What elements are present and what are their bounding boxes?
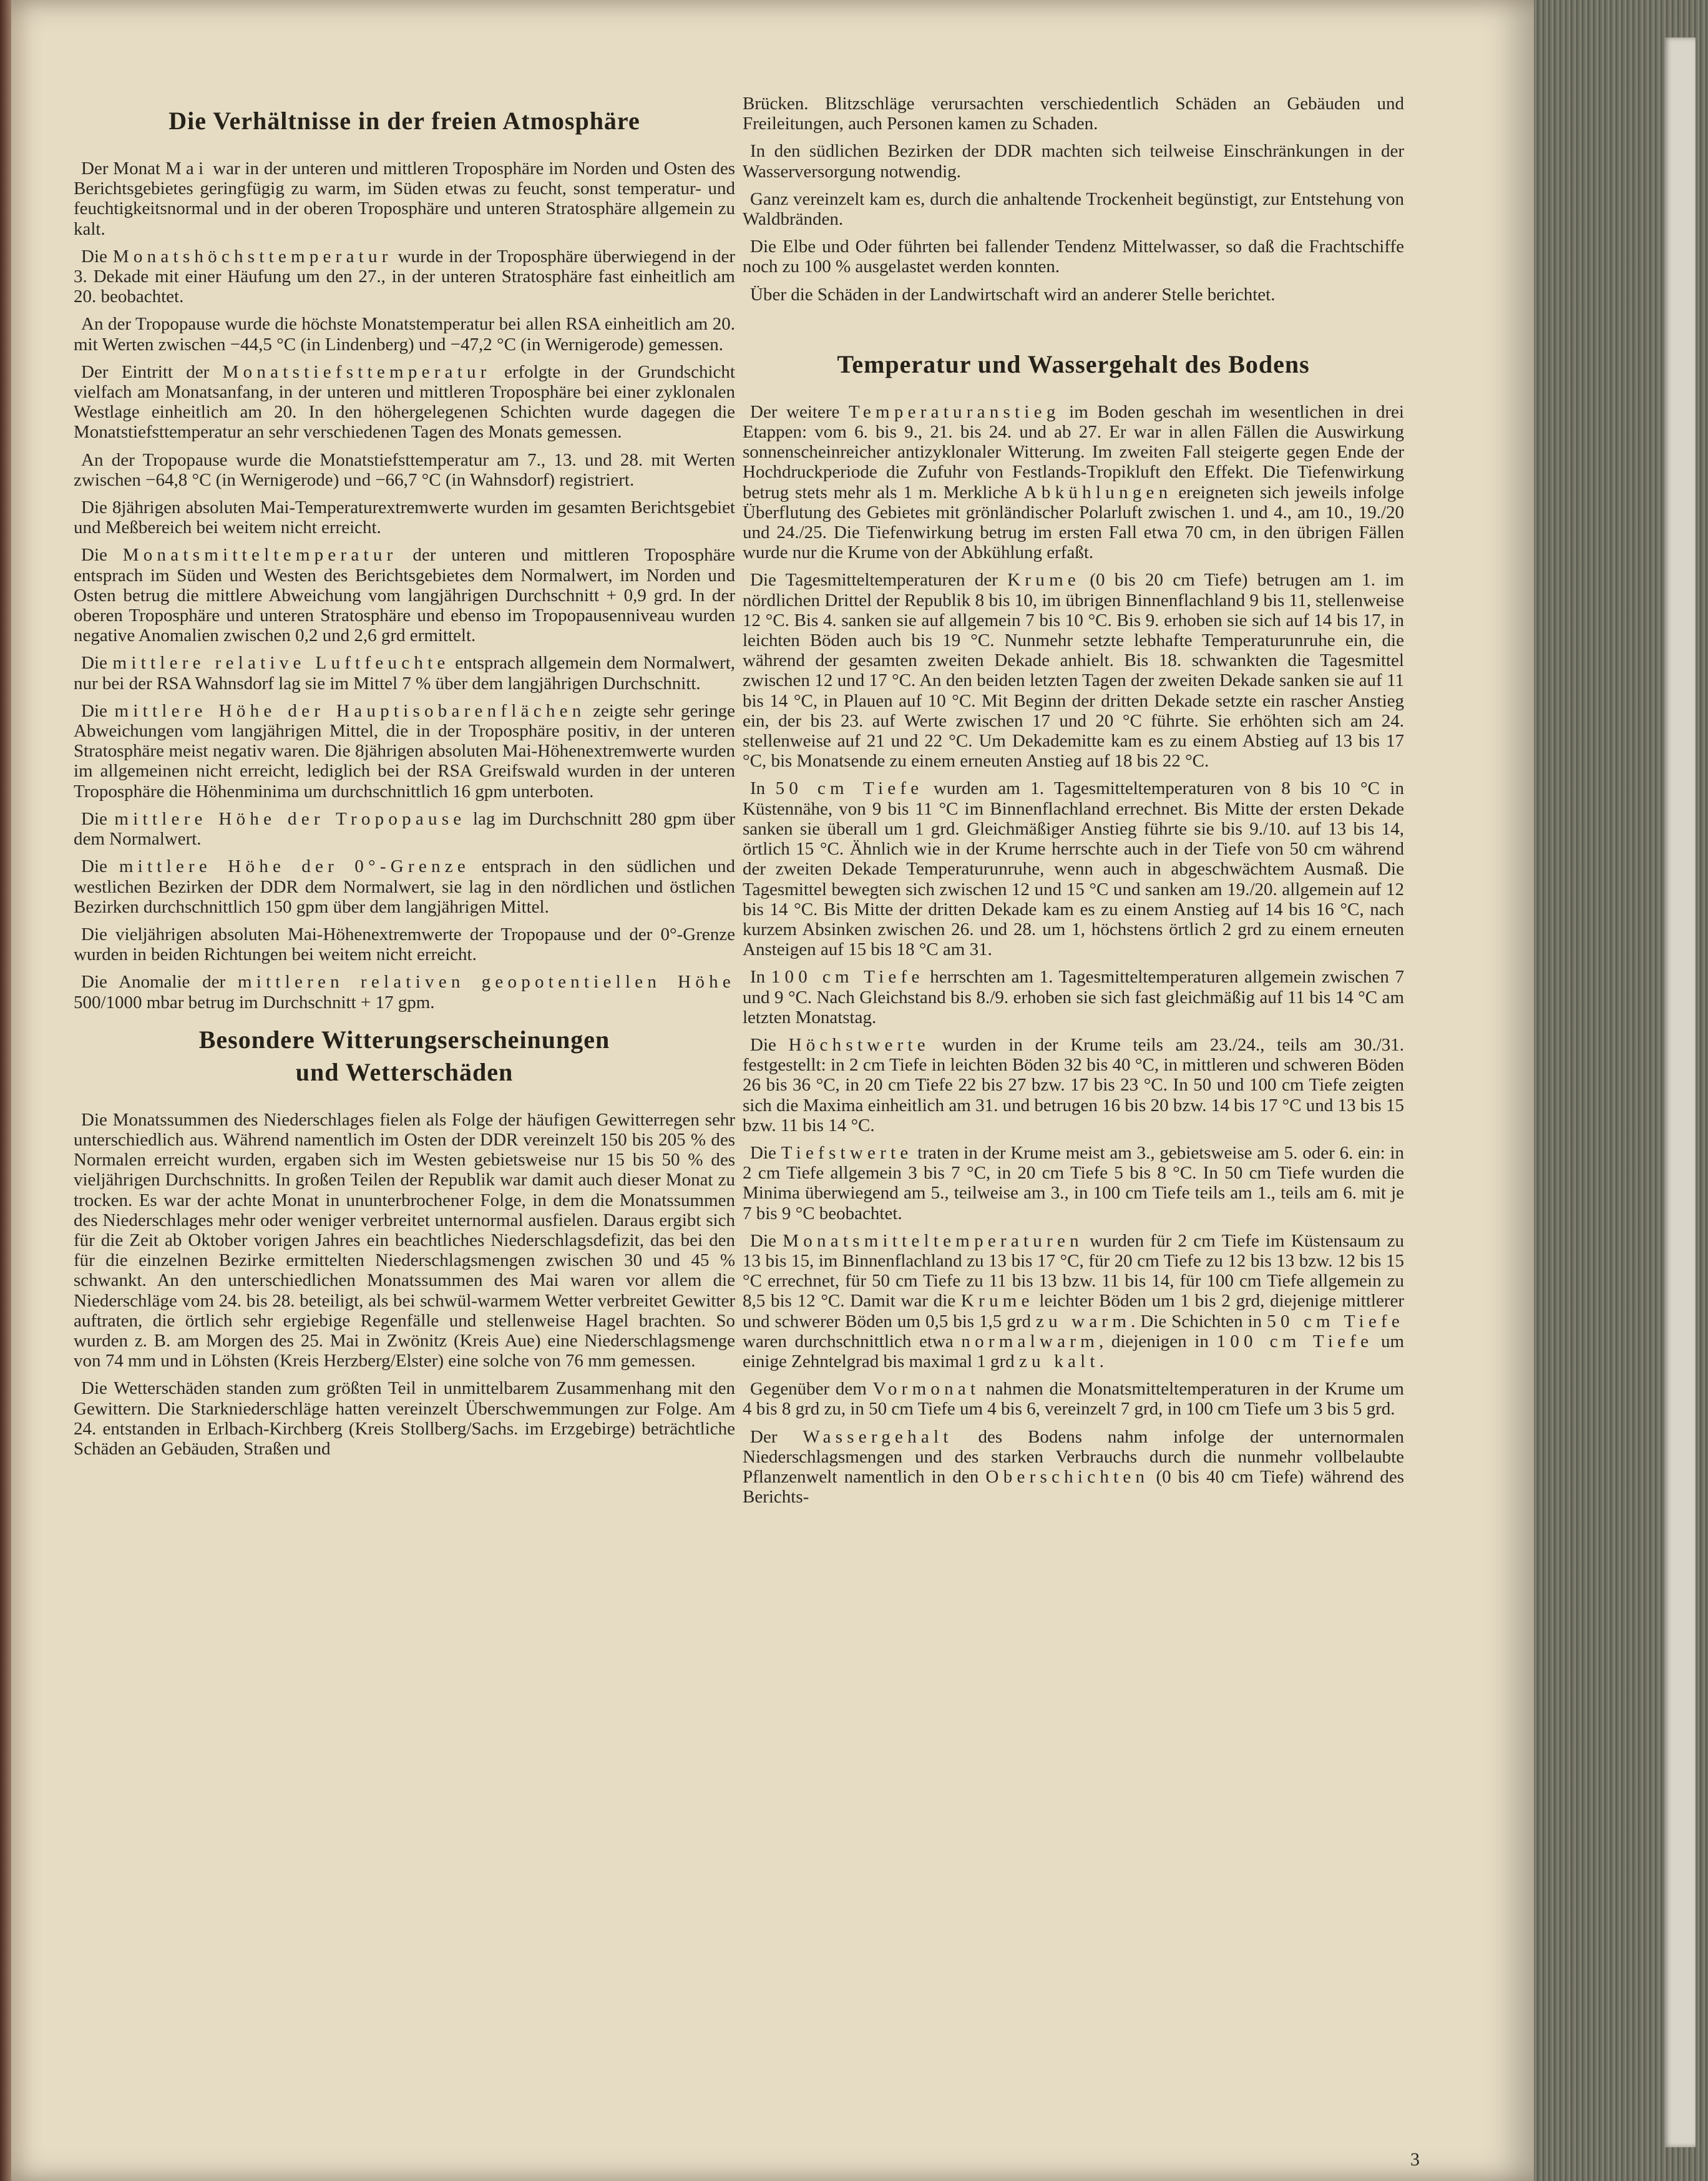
spaced-term: normalwarm (961, 1331, 1099, 1351)
text: Die (81, 545, 123, 566)
text: war in der unteren und mittleren Troposphäre im Norden und Osten des Berichtsgebietes geringfügig zu warm, im Süden etwas zu feucht, sonst temperatur- und feuchtigkeitsnormal und in der oberen Troposphäre und unteren Stratosphäre allgemein zu kalt. (74, 159, 736, 239)
page-stack-edge (1534, 0, 1708, 2181)
text: 500/1000 mbar betrug im Durchschnitt + 17 gpm. (74, 992, 435, 1012)
paragraph: Die Elbe und Oder führten bei fallender Tendenz Mittelwasser, so daß die Frachtschiffe noch zu 100 % ausgelastet werden konnten. (743, 237, 1404, 277)
paragraph (743, 967, 1404, 1027)
text: nahmen die Monatsmitteltemperaturen in der Krume um 4 bis 8 grd zu, in 50 cm Tiefe um 4 bis 6, vereinzelt 7 grd, in 100 cm Tiefe um 3 bis 5 grd. (743, 1379, 1404, 1419)
paragraph: An der Tropopause wurde die Monatstiefsttemperatur am 7., 13. und 28. mit Werten zwischen −64,8 °C (in Wernigerode) und −66,7 °C (in Wahnsdorf) registriert. (74, 449, 735, 490)
spaced-term: Monatshöchsttemperatur (112, 246, 393, 267)
left-column (74, 94, 735, 1466)
page-block-rim (1664, 37, 1696, 2147)
text: (0 bis 40 cm Tiefe) während des Berichts- (743, 1466, 1404, 1507)
section-title-weather-phenomena (74, 1024, 735, 1089)
text: Die Tagesmitteltemperaturen der (750, 570, 1008, 591)
spaced-term: Tiefstwerte (781, 1142, 913, 1163)
title-line: und Wetterschäden (295, 1057, 514, 1086)
text: Gegenüber dem (750, 1379, 873, 1399)
text: , diejenigen in (1099, 1331, 1217, 1351)
paragraph: Die Wetterschäden standen zum größten Teil in unmittelbarem Zusammenhang mit den Gewittern. Die Starkniederschläge hatten vereinzelt Überschwemmungen zur Folge. Am 24. entstanden in Erlbach-Kirchberg (Kreis Stollberg/Sachs. im Erzgebirge) beträchtliche Schäden an Gebäuden, Straßen und (74, 1378, 735, 1459)
spaced-term: Monatsmitteltemperatur (122, 545, 398, 566)
text: In (750, 778, 776, 799)
spaced-term: Monatsmitteltemperaturen (783, 1230, 1083, 1251)
spaced-term: Mai (165, 159, 208, 179)
spaced-term: Monatstiefsttemperatur (222, 361, 491, 382)
text: zeigte sehr geringe Abweichungen vom langjährigen Mittel, die in der Troposphäre positiv, in der unteren Stratosphäre meist negativ waren. Die 8jährigen absoluten Mai-Höhenextremwerte wurden im allgemeinen nicht erreicht, lediglich bei der RSA Greifswald wurden in der unteren Troposphäre die Höhenminima um durchschnittlich 16 gpm unterboten. (74, 700, 735, 801)
text: traten in der Krume meist am 3., gebietsweise am 5. oder 6. ein: in 2 cm Tiefe allgemein 3 bis 7 °C, in 20 cm Tiefe 5 bis 8 °C. In 50 cm Tiefe wurden die Minima überwiegend am 5., teilweise am 3., in 100 cm Tiefe teils am 1., teils am 6. mit je 7 bis 9 °C beobachtet. (743, 1142, 1405, 1223)
text: lag im Durchschnitt 280 gpm über dem Normalwert. (74, 808, 735, 850)
page-number: 3 (1410, 2149, 1420, 2170)
text: des Bodens nahm infolge der unternormalen Niederschlagsmengen und des starken Verbrauchs durch die nunmehr vollbelaubte Pflanzenwelt namentlich in den (743, 1426, 1404, 1487)
text: Die (81, 856, 119, 877)
paragraph (74, 545, 735, 645)
paragraph: Die 8jährigen absoluten Mai-Temperaturextremwerte wurden im gesamten Berichtsgebiet und Meßbereich bei weitem nicht erreicht. (74, 497, 735, 538)
text: (0 bis 20 cm Tiefe) betrugen am 1. im nördlichen Drittel der Republik 8 bis 10, im übrigen Binnenflachland 9 bis 11, stellenweise 12 °C. Bis 4. sanken sie auf allgemein 7 bis 10 °C. Bis 9. erhoben sie sich auf 14 bis 17, in leichten Böden auch bis 19 °C. Nunmehr setzte lebhafte Temperaturunruhe ein, die während der gesamten zweiten Dekade anhielt. Bis 18. schwankten die Tagesmittel zwischen 12 und 17 °C. An den beiden letzten Tagen der zweiten Dekade sanken sie auf 11 bis 14 °C, in Plauen auf 10 °C. Mit Beginn der dritten Dekade setzte ein rascher Anstieg ein, der bis 23. auf Werte zwischen 17 und 20 °C führte. Sie erhöhten sich am 24. stellenweise auf 21 und 22 °C. Um Dekademitte kam es zu einem Abstieg auf 13 bis 17 °C, bis Monatsende zu einem erneuten Anstieg auf 18 bis 22 °C. (743, 570, 1404, 772)
spaced-term: 50 cm Tiefe (1267, 1311, 1405, 1331)
spaced-term: Vormonat (872, 1379, 980, 1399)
text: Der Eintritt der (81, 361, 223, 382)
text: entsprach in den südlichen und westlichen Bezirken der DDR dem Normalwert, sie lag in den nördlichen und östlichen Bezirken durchschnittlich 150 gpm über dem langjährigen Mittel. (74, 856, 736, 917)
text: wurden für 2 cm Tiefe im Küstensaum zu 13 bis 15, im Binnenflachland zu 13 bis 17 °C, für 20 cm Tiefe zu 12 bis 13 bzw. 12 bis 15 °C errechnet, für 50 cm Tiefe zu 11 bis 13 bzw. 11 bis 14, für 100 cm Tiefe allgemein zu 8,5 bis 12 °C. Damit war die (743, 1230, 1405, 1311)
paragraph (743, 1427, 1404, 1507)
text: Die (750, 1034, 789, 1055)
spaced-term: Krume (1007, 570, 1081, 591)
text: herrschten am 1. Tagesmitteltemperaturen allgemein zwischen 7 und 9 °C. Nach Gleichstand bis 8./9. erhoben sie sich fast gleichmäßig auf 11 bis 14 °C am letzten Monatstag. (743, 967, 1404, 1027)
text: entsprach allgemein dem Normalwert, nur bei der RSA Wahnsdorf lag sie im Mittel 7 % über dem langjährigen Durchschnitt. (74, 653, 735, 694)
spaced-term: 50 cm Tiefe (775, 778, 924, 799)
spaced-term: 100 cm Tiefe (1216, 1331, 1374, 1351)
text: wurde in der Troposphäre überwiegend in der 3. Dekade mit einer Häufung um den 27., in der unteren Stratosphäre fast einheitlich am 20. beobachtet. (74, 246, 735, 307)
paragraph (743, 1143, 1404, 1223)
text: Die (750, 1142, 781, 1163)
paragraph (743, 570, 1404, 771)
paragraph (74, 972, 735, 1012)
spaced-term: mittlere Höhe der 0°-Grenze (119, 856, 470, 877)
paragraph (743, 402, 1404, 563)
paragraph: Über die Schäden in der Landwirtschaft wird an anderer Stelle berichtet. (750, 284, 1276, 305)
text: In (750, 967, 771, 988)
paragraph (743, 1231, 1404, 1371)
section-title-free-atmosphere: Die Verhältnisse in der freien Atmosphäre (168, 107, 640, 135)
spaced-term: mittlere Höhe der Tropopause (114, 808, 466, 829)
text: waren durchschnittlich etwa (743, 1331, 962, 1351)
spaced-term: Wassergehalt (803, 1426, 953, 1447)
text: Der weitere (750, 401, 849, 422)
paragraph (74, 856, 735, 917)
paragraph: An der Tropopause wurde die höchste Monatstemperatur bei allen RSA einheitlich am 20. mit Werten zwischen −44,5 °C (in Lindenberg) und −47,2 °C (in Wernigerode) gemessen. (74, 314, 735, 355)
right-column (743, 94, 1404, 1514)
spaced-term: Krume (960, 1291, 1034, 1311)
paragraph (74, 809, 735, 849)
spaced-term: zu kalt (1018, 1351, 1100, 1371)
text: um einige Zehntelgrad bis maximal 1 grd (743, 1331, 1404, 1371)
text: wurden am 1. Tagesmitteltemperaturen von 8 bis 10 °C in Küstennähe, von 9 bis 11 °C im Binnenflachland errechnet. Bis Mitte der ersten Dekade sanken sie überall um 1 grd. Gleichmäßiger Anstieg führte sie bis 9./10. auf 13 bis 14, örtlich 15 °C. Ähnlich wie in der Krume herrschte auch in der Tiefe von 50 cm während der zweiten Dekade Temperaturunruhe, wenn auch in abgeschwächtem Ausmaß. Die Tagesmittel bewegten sich zwischen 12 und 15 °C und sanken am 19./20. allgemein auf 12 bis 14 °C. Bis Mitte der dritten Dekade kam es zu einem Anstieg auf 14 bis 16 °C, nach kurzem Absinken zwischen 26. und 28. um 1, höchstens örtlich 2 grd zu einem erneuten Ansteigen auf 15 bis 18 °C am 31. (743, 778, 1404, 960)
spaced-term: 100 cm Tiefe (771, 967, 924, 988)
spaced-term: Höchstwerte (788, 1034, 930, 1055)
paragraph: In den südlichen Bezirken der DDR machten sich teilweise Einschränkungen in der Wasserversorgung notwendig. (743, 141, 1404, 182)
text: Die (81, 653, 113, 674)
paragraph: Ganz vereinzelt kam es, durch die anhaltende Trockenheit begünstigt, zur Entstehung von Waldbränden. (743, 189, 1404, 230)
document-page (11, 0, 1534, 2181)
spaced-term: mittlere relative Luftfeuchte (112, 653, 450, 674)
text: Die (750, 1230, 783, 1251)
paragraph (743, 1035, 1404, 1135)
section-title-soil: Temperatur und Wassergehalt des Bodens (837, 350, 1310, 378)
paragraph (74, 653, 735, 693)
text: . (1099, 1351, 1105, 1371)
spaced-term: mittlere Höhe der Hauptisobarenflächen (114, 700, 586, 721)
text: Die (81, 700, 115, 721)
paragraph (743, 778, 1404, 959)
text: leichter Böden um 1 bis 2 grd, diejenige mittlerer und schwerer Böden um 0,5 bis 1,5 grd (743, 1291, 1404, 1331)
text: der unteren und mittleren Troposphäre entsprach im Süden und Westen des Berichtsgebietes dem Normalwert, im Norden und Osten betrug die mittlere Abweichung vom langjährigen Durchschnitt + 0,9 grd. In der oberen Troposphäre und unteren Stratosphäre und ebenso im Tropopausenniveau wurden negative Anomalien zwischen 0,2 und 2,6 grd ermittelt. (74, 545, 735, 646)
text: . Die Schichten in (1131, 1311, 1267, 1331)
paragraph: Die Monatssummen des Niederschlages fielen als Folge der häufigen Gewitterregen sehr unterschiedlich aus. Während namentlich im Osten der DDR vereinzelt 150 bis 205 % des Normalen erreicht wurden, ergaben sich im Westen gebietsweise nur 15 bis 50 % des vieljährigen Durchschnitts. In großen Teilen der Republik war damit auch dieser Monat zu trocken. Es war der achte Monat in ununterbrochener Folge, in dem die Monatssummen des Niederschlages mehr oder weniger verbreitet unternormal ausfielen. Daraus ergibt sich für die Zeit ab Oktober vorigen Jahres ein beachtliches Niederschlagsdefizit, das bei den für die einzelnen Bezirke ermittelten Niederschlagsmengen zwischen 30 und 45 % schwankt. An den unterschiedlichen Monatssummen des Mai waren vor allem die Niederschläge vom 24. bis 28. beteiligt, als bei schwül-warmem Wetter verbreitet Gewitter auftraten, die örtlich sehr ergiebige Regenfälle und stellenweise Hagel brachten. So wurden z. B. am Morgen des 25. Mai in Zwönitz (Kreis Aue) eine Niederschlagsmenge von 74 mm und in Löhsten (Kreis Herzberg/Elster) eine solche von 76 mm gemessen. (74, 1109, 735, 1371)
spaced-term: Temperaturanstieg (848, 401, 1060, 422)
text: Die (81, 808, 115, 829)
text: Die (81, 246, 113, 267)
spaced-term: zu warm (1035, 1311, 1131, 1331)
text: Die Anomalie der (81, 972, 238, 992)
paragraph (74, 701, 735, 801)
text: erfolgte in der Grundschicht vielfach am Monatsanfang, in der unteren und mittleren Troposphäre bei einer zyklonalen Westlage einheitlich am 20. In den höhergelegenen Schichten wurde dagegen die Monatstiefsttemperatur an sehr verschiedenen Tagen des Monats gemessen. (74, 361, 735, 443)
spaced-term: mittleren relativen geopotentiellen Höhe (237, 972, 735, 992)
text: Der Monat (81, 159, 165, 179)
paragraph (74, 159, 735, 239)
text: im Boden geschah im wesentlichen in drei Etappen: vom 6. bis 9., 21. bis 24. und ab 27. Er war in allen Fällen die Auswirkung sonnenscheinreicher antizyklonaler Witterung. Im zweiten Fall steigerte gegen Ende der Hochdruckperiode die Zufuhr von Festlands-Tropikluft den Effekt. Die Tiefenwirkung betrug stets mehr als 1 m. Merkliche (743, 401, 1404, 502)
text: ereigneten sich jeweils infolge Überflutung des Gebietes mit grönländischer Polarluft zwischen 1. und 4., am 10., 19./20 und 24./25. Die Tiefenwirkung betrug im ersten Fall etwa 70 cm, in den übrigen Fällen wurde nur die Krume von der Abkühlung erfaßt. (743, 482, 1404, 563)
paragraph: Brücken. Blitzschläge verursachten verschiedentlich Schäden an Gebäuden und Freileitungen, auch Personen kamen zu Schaden. (743, 94, 1404, 134)
text: wurden in der Krume teils am 23./24., teils am 30./31. festgestellt: in 2 cm Tiefe in leichten Böden 32 bis 40 °C, in mittleren und schweren Böden 26 bis 36 °C, in 20 cm Tiefe 22 bis 27 bzw. 17 bis 23 °C. In 50 und 100 cm Tiefe zeigten sich die Maxima einheitlich am 31. und betrugen 16 bis 20 bzw. 14 bis 17 °C und 13 bis 15 bzw. 11 bis 14 °C. (743, 1034, 1405, 1135)
paragraph: Die vieljährigen absoluten Mai-Höhenextremwerte der Tropopause und der 0°-Grenze wurden in beiden Richtungen bei weitem nicht erreicht. (74, 924, 735, 965)
spaced-term: Oberschichten (985, 1466, 1149, 1487)
paragraph (74, 362, 735, 443)
title-line: Besondere Witterungserscheinungen (198, 1025, 610, 1054)
paragraph (743, 1379, 1404, 1419)
paragraph (74, 247, 735, 307)
spaced-term: Abkühlungen (1023, 482, 1173, 502)
text: Der (750, 1426, 803, 1447)
